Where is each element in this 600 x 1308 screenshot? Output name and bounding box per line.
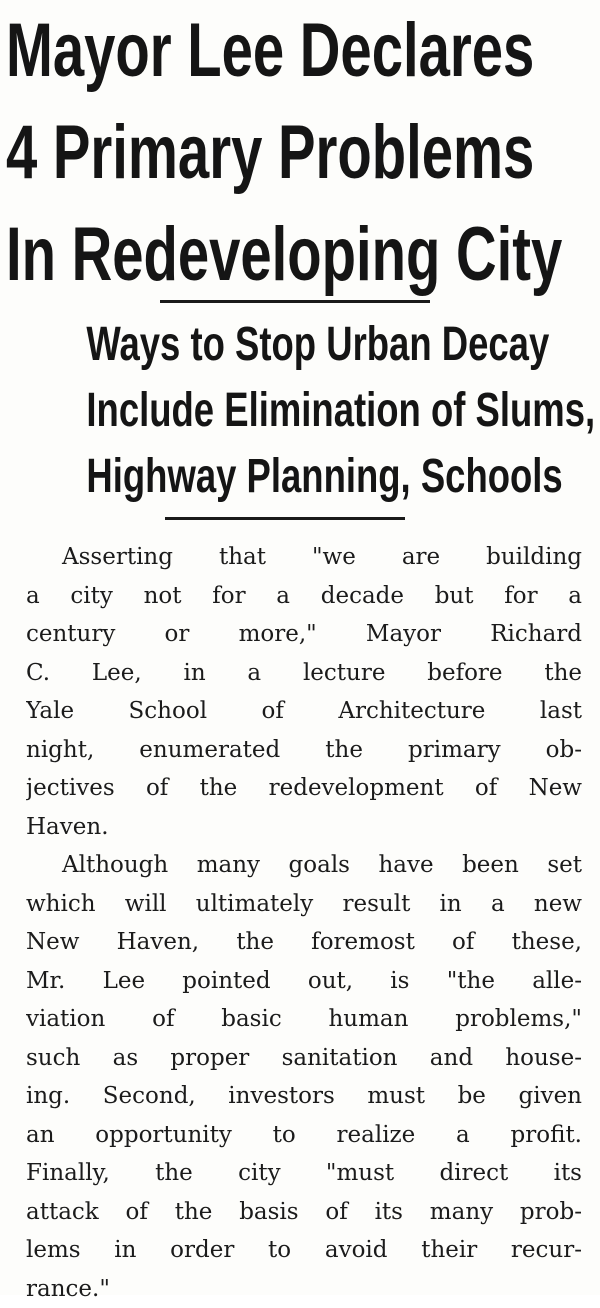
body-line: Haven. — [26, 808, 582, 847]
body-line: lems in order to avoid their recur- — [26, 1231, 582, 1270]
headline — [6, 0, 594, 306]
body-line: attack of the basis of its many prob- — [26, 1193, 582, 1232]
body-line: Finally, the city "must direct its — [26, 1154, 582, 1193]
headline-line: Mayor Lee Declares — [6, 0, 441, 102]
headline-line: In Redeveloping City — [6, 204, 441, 306]
subheadline — [18, 312, 588, 510]
body-line: such as proper sanitation and house- — [26, 1039, 582, 1078]
body-line: ing. Second, investors must be given — [26, 1077, 582, 1116]
body-line: century or more," Mayor Richard — [26, 615, 582, 654]
body-line: Although many goals have been set — [26, 846, 582, 885]
body-line: a city not for a decade but for a — [26, 577, 582, 616]
subheadline-line: Highway Planning, Schools — [86, 444, 519, 510]
subheadline-line: Include Elimination of Slums, — [86, 378, 519, 444]
body-line: night, enumerated the primary ob- — [26, 731, 582, 770]
body-line: viation of basic human problems," — [26, 1000, 582, 1039]
body-line: Yale School of Architecture last — [26, 692, 582, 731]
article-body — [26, 538, 582, 1308]
body-line: C. Lee, in a lecture before the — [26, 654, 582, 693]
paragraph-2 — [26, 846, 582, 1308]
subheadline-divider — [165, 517, 405, 520]
body-line: Asserting that "we are building — [26, 538, 582, 577]
headline-divider — [160, 300, 430, 303]
body-line: rance." — [26, 1270, 582, 1308]
body-line: New Haven, the foremost of these, — [26, 923, 582, 962]
paragraph-1 — [26, 538, 582, 846]
body-line: which will ultimately result in a new — [26, 885, 582, 924]
body-line: an opportunity to realize a profit. — [26, 1116, 582, 1155]
subheadline-line: Ways to Stop Urban Decay — [86, 312, 519, 378]
body-line: Mr. Lee pointed out, is "the alle- — [26, 962, 582, 1001]
body-line: jectives of the redevelopment of New — [26, 769, 582, 808]
headline-line: 4 Primary Problems — [6, 102, 441, 204]
